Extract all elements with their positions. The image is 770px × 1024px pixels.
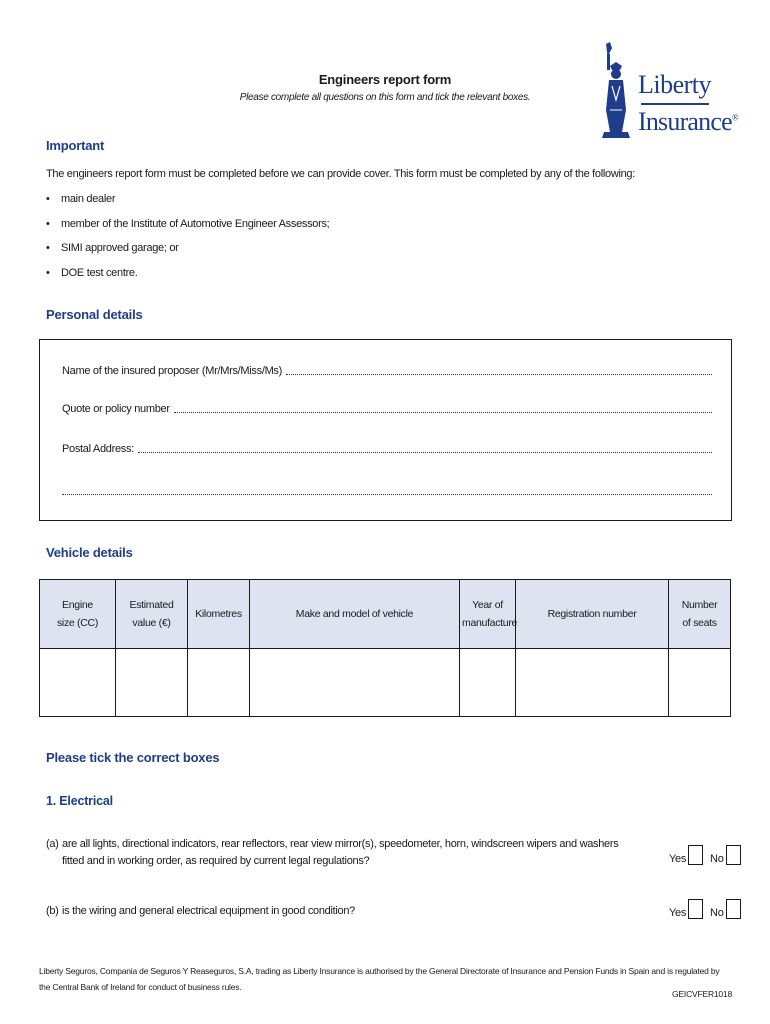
- cell-year-manufacture[interactable]: [460, 649, 516, 717]
- question-b-text: is the wiring and general electrical equipment in good condition?: [62, 905, 355, 917]
- question-b-answer: [669, 899, 741, 919]
- cell-number-seats[interactable]: [669, 649, 731, 717]
- logo-line-2: [638, 107, 738, 137]
- question-a-text-1: are all lights, directional indicators, rear reflectors, rear view mirror(s), speedometer, horn, windscreen wipers and washers: [62, 838, 619, 850]
- cell-estimated-value[interactable]: [116, 649, 188, 717]
- statue-of-liberty-icon: [596, 40, 636, 140]
- logo-line-2-text: Insurance: [638, 107, 732, 136]
- list-item: • member of the Institute of Automotive Engineer Assessors;: [46, 218, 329, 243]
- cell-make-model[interactable]: [250, 649, 460, 717]
- col-year-manufacture: Year of manufacture: [460, 580, 516, 649]
- question-a-answer: [669, 845, 741, 865]
- yes-checkbox[interactable]: [688, 845, 703, 865]
- postal-address-field-2[interactable]: [62, 481, 712, 497]
- list-item: • DOE test centre.: [46, 267, 329, 292]
- postal-address-field[interactable]: [62, 439, 712, 455]
- col-number-seats: Number of seats: [669, 580, 731, 649]
- table-row: [40, 649, 731, 717]
- logo-divider: [641, 103, 709, 105]
- no-label: No: [710, 907, 724, 919]
- tick-boxes-heading: Please tick the correct boxes: [46, 750, 220, 765]
- col-estimated-value: Estimated value (€): [116, 580, 188, 649]
- vehicle-details-heading: Vehicle details: [46, 545, 133, 560]
- postal-address-line-2[interactable]: [62, 493, 712, 495]
- yes-checkbox[interactable]: [688, 899, 703, 919]
- no-checkbox[interactable]: [726, 845, 741, 865]
- cell-registration-number[interactable]: [516, 649, 669, 717]
- question-a-letter: (a): [46, 838, 59, 850]
- electrical-section-heading: 1. Electrical: [46, 794, 113, 808]
- insured-name-label: Name of the insured proposer (Mr/Mrs/Miss/Ms): [62, 365, 282, 377]
- liberty-insurance-logo: [596, 40, 736, 140]
- policy-number-field[interactable]: [62, 399, 712, 415]
- question-b-letter: (b): [46, 905, 59, 917]
- yes-label: Yes: [669, 853, 687, 865]
- important-intro: The engineers report form must be completed before we can provide cover. This form must be completed by any of the following:: [46, 168, 636, 180]
- col-registration-number: Registration number: [516, 580, 669, 649]
- form-code: GEICVFER1018: [672, 989, 732, 999]
- question-b: [46, 903, 646, 920]
- form-title: Engineers report form: [318, 72, 452, 87]
- list-item: • main dealer: [46, 193, 329, 218]
- list-item: • SIMI approved garage; or: [46, 242, 329, 267]
- form-subtitle: Please complete all questions on this form and tick the relevant boxes.: [239, 92, 531, 103]
- personal-details-heading: Personal details: [46, 307, 143, 322]
- registered-mark: ®: [731, 112, 738, 123]
- postal-address-label: Postal Address:: [62, 443, 134, 455]
- no-label: No: [710, 853, 724, 865]
- question-a-line-1: [46, 836, 646, 853]
- insured-name-field[interactable]: [62, 361, 712, 377]
- requirements-list: [46, 193, 329, 291]
- policy-number-label: Quote or policy number: [62, 403, 170, 415]
- important-heading: Important: [46, 138, 105, 153]
- footer-disclaimer: Liberty Seguros, Compania de Seguros Y Reaseguros, S.A, trading as Liberty Insurance is authorised by the General Directorate of Insurance and Pension Funds in Spain and is regulated by the Central Bank of Ireland for conduct of business rules.: [39, 966, 720, 992]
- cell-engine-size[interactable]: [40, 649, 116, 717]
- logo-line-1: Liberty: [638, 70, 712, 99]
- insured-name-line[interactable]: [286, 373, 712, 375]
- col-engine-size: Engine size (CC): [40, 580, 116, 649]
- table-header-row: [40, 580, 731, 649]
- question-a-text-2: fitted and in working order, as required by current legal regulations?: [62, 855, 370, 867]
- cell-kilometres[interactable]: [188, 649, 250, 717]
- vehicle-details-table: [39, 579, 731, 717]
- no-checkbox[interactable]: [726, 899, 741, 919]
- yes-label: Yes: [669, 907, 687, 919]
- question-a: [46, 836, 646, 870]
- postal-address-line-1[interactable]: [138, 451, 712, 453]
- policy-number-line[interactable]: [174, 411, 712, 413]
- col-kilometres: Kilometres: [188, 580, 250, 649]
- col-make-model: Make and model of vehicle: [250, 580, 460, 649]
- personal-details-box: [39, 339, 732, 521]
